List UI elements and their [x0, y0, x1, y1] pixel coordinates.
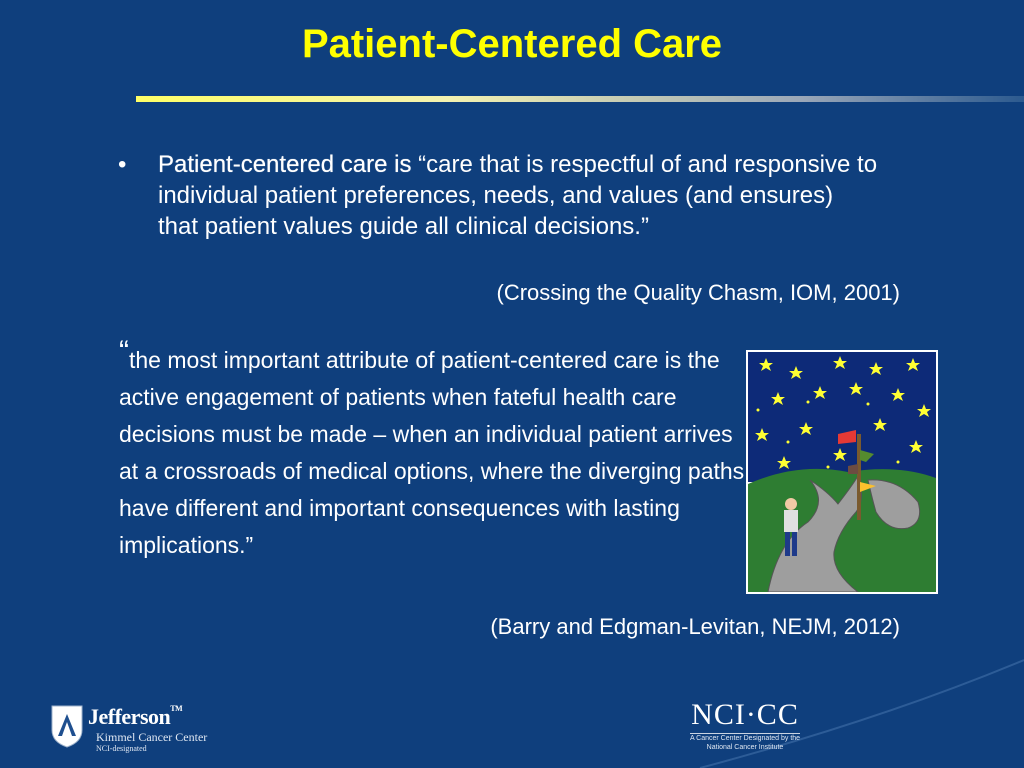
- jefferson-designation: NCI-designated: [96, 744, 147, 753]
- quote-block: [119, 335, 749, 564]
- ncicc-logo: [680, 700, 810, 766]
- quote-text: the most important attribute of patient-centered care is the active engagement of patients when fateful health care decisions must be made – when an individual patient arrives at a crossroads of medical options, where the diverging paths have different and important consequences with lasting implications.”: [119, 347, 745, 558]
- jefferson-logo: [50, 702, 250, 758]
- ncicc-caption-line1: A Cancer Center Designated by the: [689, 735, 801, 742]
- bullet-lead: Patient-centered care is: [158, 151, 412, 178]
- crossroads-signpost-icon: [748, 352, 936, 592]
- ncicc-wordmark: NCI·CC: [691, 698, 799, 731]
- bullet-marker: •: [118, 151, 127, 178]
- jefferson-center-name: Kimmel Cancer Center: [96, 730, 208, 744]
- slide-title: Patient-Centered Care: [301, 22, 723, 66]
- bullet-text: [158, 149, 878, 242]
- citation-iom: (Crossing the Quality Chasm, IOM, 2001): [496, 280, 900, 305]
- citation-nejm: (Barry and Edgman-Levitan, NEJM, 2012): [490, 614, 900, 639]
- ncicc-caption-line2: National Cancer Institute: [706, 744, 784, 751]
- title-underline: [136, 96, 1024, 102]
- jefferson-shield-icon: [50, 704, 84, 748]
- jefferson-name: Jefferson™: [88, 704, 183, 729]
- jefferson-tm: TM: [170, 704, 183, 713]
- bullet-body: “care that is respectful of and responsive to individual patient preferences, needs, and values (and ensures) that patient values guide all clinical decisions.”: [158, 151, 878, 240]
- crossroads-illustration: [746, 350, 938, 594]
- open-quote-mark: “: [119, 335, 129, 368]
